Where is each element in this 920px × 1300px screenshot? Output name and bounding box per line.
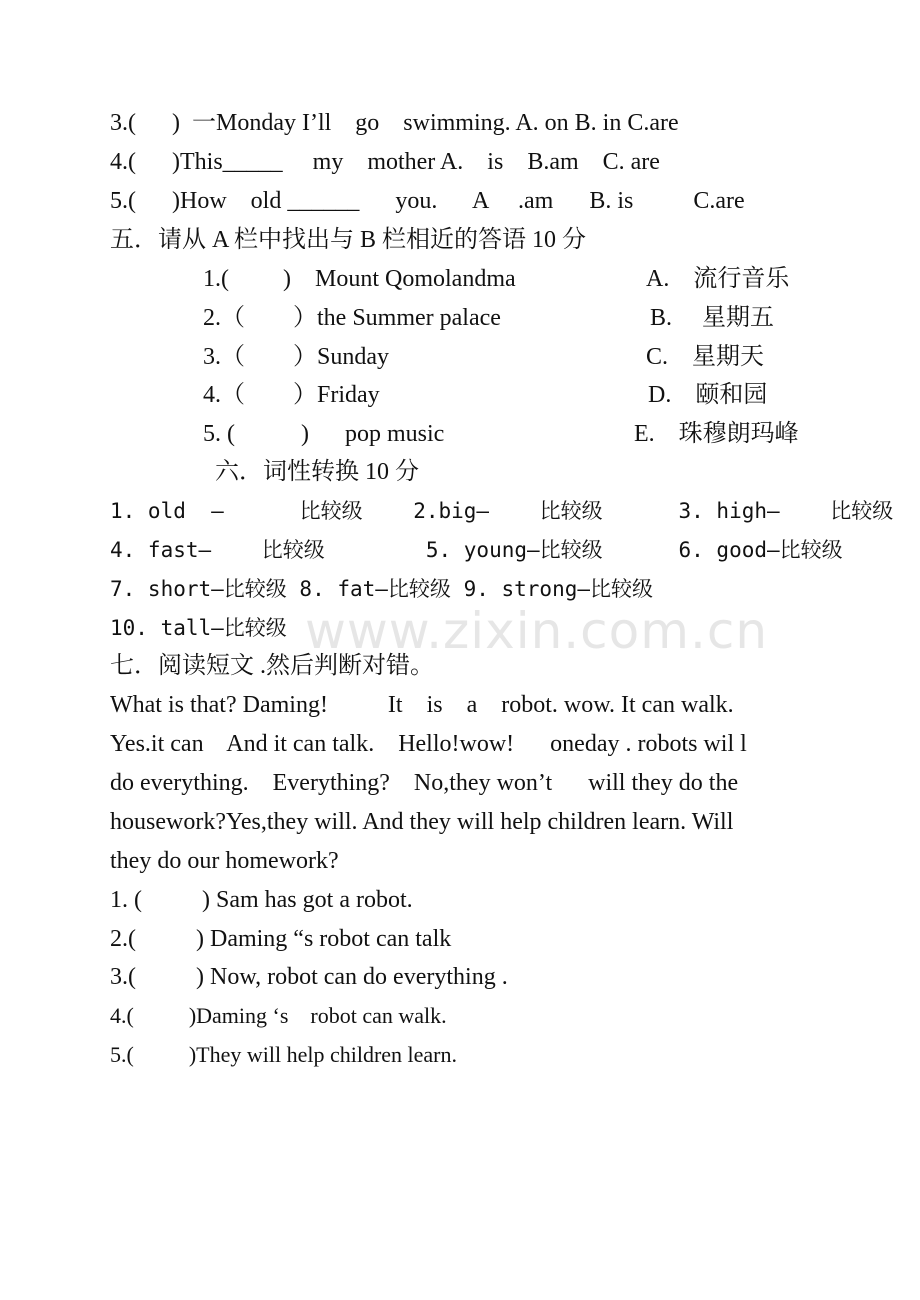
match-left-2: 2.（ ）the Summer palace: [203, 305, 501, 331]
match-right-a: A. 流行音乐: [646, 266, 790, 292]
match-left-4: 4.（ ）Friday: [203, 382, 380, 408]
passage-line-2: Yes.it can And it can talk. Hello!wow! oneday . robots wil l: [110, 731, 747, 757]
match-left-5: 5. ( ) pop music: [203, 421, 445, 447]
reading-question-1: 1. ( ) Sam has got a robot.: [110, 887, 413, 913]
passage-line-5: they do our homework?: [110, 848, 339, 874]
watermark: www.zixin.com.cn: [305, 602, 769, 660]
section-6-line-2: 4. fast— 比较级 5. young—比较级 6. good—比较级: [110, 538, 843, 562]
section-6-line-3: 7. short—比较级 8. fat—比较级 9. strong—比较级: [110, 577, 654, 601]
section-6-heading: 六．词性转换 10 分: [215, 459, 419, 485]
match-right-b: B. 星期五: [650, 305, 775, 331]
passage-line-4: housework?Yes,they will. And they will help children learn. Will: [110, 809, 734, 835]
reading-question-2: 2.( ) Daming “s robot can talk: [110, 926, 452, 952]
match-right-e: E. 珠穆朗玛峰: [634, 421, 799, 447]
match-left-3: 3.（ ）Sunday: [203, 344, 389, 370]
question-4-4: 4.( )This_____ my mother A. is B.am C. are: [110, 149, 660, 175]
section-7-heading: 七．阅读短文 .然后判断对错。: [110, 653, 434, 679]
question-4-3: 3.( ) 一Monday I’ll go swimming. A. on B. in C.are: [110, 110, 679, 136]
match-right-c: C. 星期天: [646, 344, 765, 370]
reading-question-5: 5.( )They will help children learn.: [110, 1042, 458, 1067]
reading-question-4: 4.( )Daming ‘s robot can walk.: [110, 1003, 447, 1028]
section-6-line-1: 1. old — 比较级 2.big— 比较级 3. high— 比较级: [110, 499, 894, 523]
passage-line-3: do everything. Everything? No,they won’t will they do the: [110, 770, 739, 796]
question-4-5: 5.( )How old ______ you. A .am B. is C.are: [110, 188, 745, 214]
section-6-line-4: 10. tall—比较级: [110, 616, 287, 640]
passage-line-1: What is that? Daming! It is a robot. wow. It can walk.: [110, 692, 734, 718]
match-right-d: D. 颐和园: [648, 382, 768, 408]
match-left-1: 1.( ) Mount Qomolandma: [203, 266, 516, 292]
reading-question-3: 3.( ) Now, robot can do everything .: [110, 964, 508, 990]
section-5-heading: 五．请从 A 栏中找出与 B 栏相近的答语 10 分: [110, 227, 587, 253]
